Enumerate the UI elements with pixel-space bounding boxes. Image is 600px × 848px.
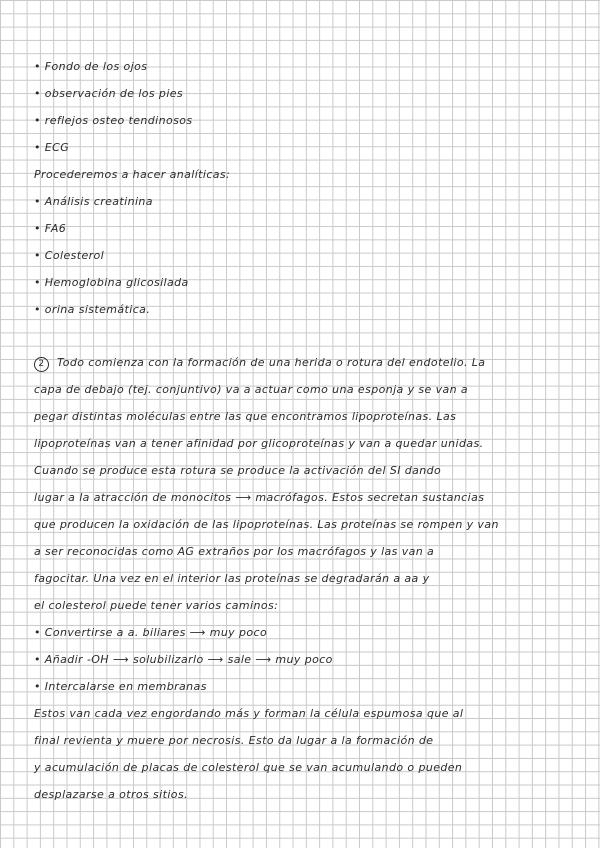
- note-line: y acumulación de placas de colesterol que se van acumulando o pueden: [34, 761, 463, 774]
- note-line: Cuando se produce esta rotura se produce la activación del SI dando: [34, 464, 442, 477]
- note-line: lipoproteínas van a tener afinidad por glicoproteínas y van a quedar unidas.: [34, 437, 484, 450]
- note-line: a ser reconocidas como AG extraños por los macrófagos y las van a: [34, 545, 435, 558]
- note-line: final revienta y muere por necrosis. Esto da lugar a la formación de: [34, 734, 434, 747]
- note-line: lugar a la atracción de monocitos ⟶ macrófagos. Estos secretan sustancias: [34, 491, 485, 504]
- note-line: • Intercalarse en membranas: [34, 680, 207, 693]
- note-line: • Hemoglobina glicosilada: [34, 276, 189, 289]
- note-line: el colesterol puede tener varios caminos:: [34, 599, 279, 612]
- note-line: • ECG: [34, 141, 70, 154]
- note-line: que producen la oxidación de las lipoproteínas. Las proteínas se rompen y van: [34, 518, 499, 531]
- note-line: • Análisis creatinina: [34, 195, 153, 208]
- note-line-numbered: [34, 356, 485, 372]
- note-line: fagocitar. Una vez en el interior las proteínas se degradarán a aa y: [34, 572, 430, 585]
- note-line: • orina sistemática.: [34, 303, 151, 316]
- note-line: • Fondo de los ojos: [34, 60, 148, 73]
- note-line: • Convertirse a a. biliares ⟶ muy poco: [34, 626, 268, 639]
- note-line: • reflejos osteo tendinosos: [34, 114, 193, 127]
- note-line: Procederemos a hacer analíticas:: [34, 168, 231, 181]
- note-line: desplazarse a otros sitios.: [34, 788, 188, 801]
- note-line: pegar distintas moléculas entre las que encontramos lipoproteínas. Las: [34, 410, 457, 423]
- note-line: capa de debajo (tej. conjuntivo) va a actuar como una esponja y se van a: [34, 383, 469, 396]
- note-line: • observación de los pies: [34, 87, 184, 100]
- note-text: Todo comienza con la formación de una herida o rotura del endotelio. La: [57, 356, 486, 369]
- note-line: • Añadir -OH ⟶ solubilizarlo ⟶ sale ⟶ muy poco: [34, 653, 333, 666]
- note-line: Estos van cada vez engordando más y forman la célula espumosa que al: [34, 707, 464, 720]
- note-line: • FA6: [34, 222, 67, 235]
- section-number-circle: 2: [34, 357, 49, 372]
- note-line: • Colesterol: [34, 249, 105, 262]
